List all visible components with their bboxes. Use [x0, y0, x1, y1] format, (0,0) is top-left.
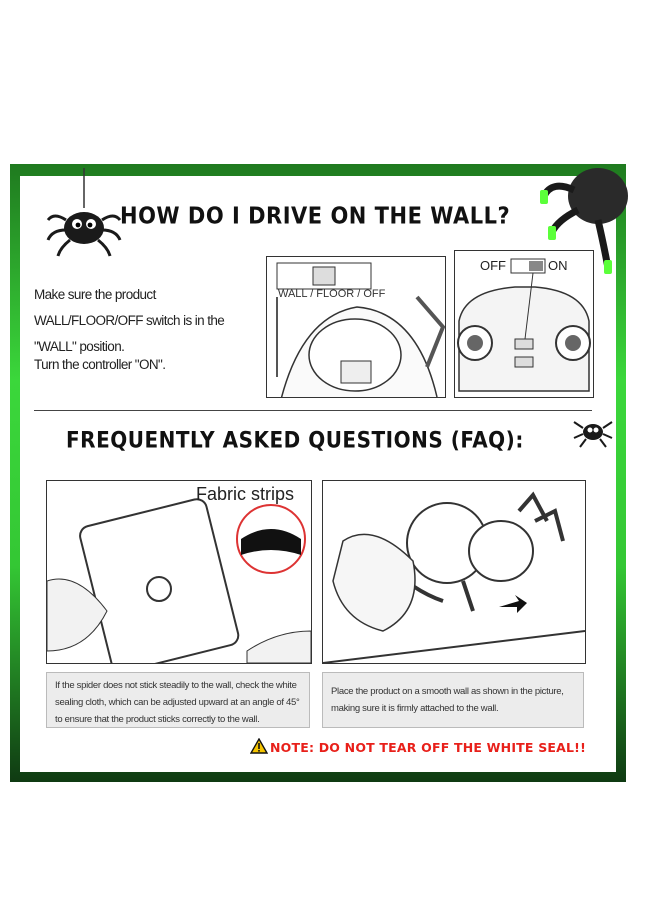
spider-icon: [44, 168, 122, 258]
wall-switch-image: [266, 256, 446, 398]
faq-heading: FREQUENTLY ASKED QUESTIONS (FAQ):: [66, 426, 524, 454]
fabric-strips-image: [46, 480, 312, 664]
warning-icon: [250, 738, 268, 754]
off-label: OFF: [480, 258, 506, 273]
drive-wall-heading: HOW DO I DRIVE ON THE WALL?: [120, 202, 511, 230]
on-label: ON: [548, 258, 568, 273]
spider-on-wall-image: [322, 480, 586, 664]
step-switch-text: Make sure the product WALL/FLOOR/OFF switch is in the "WALL" position.: [34, 287, 225, 354]
seal-warning-note: NOTE: DO NOT TEAR OFF THE WHITE SEAL!!: [270, 740, 586, 755]
switch-label: WALL / FLOOR / OFF: [278, 288, 386, 300]
caption-smooth-wall: Place the product on a smooth wall as shown in the picture, making sure it is firmly attached to the wall.: [322, 672, 584, 728]
caption-seal-adjust: If the spider does not stick steadily to the wall, check the white sealing cloth, which can be adjusted upward at an angle of 45° to ensure that the product sticks correctly to the wall.: [46, 672, 310, 728]
small-spider-icon: [572, 410, 614, 450]
section-divider: [34, 410, 592, 411]
step-controller-text: Turn the controller "ON".: [34, 357, 166, 372]
fabric-strips-label: Fabric strips: [196, 484, 295, 504]
remote-controller-image: [454, 250, 594, 398]
